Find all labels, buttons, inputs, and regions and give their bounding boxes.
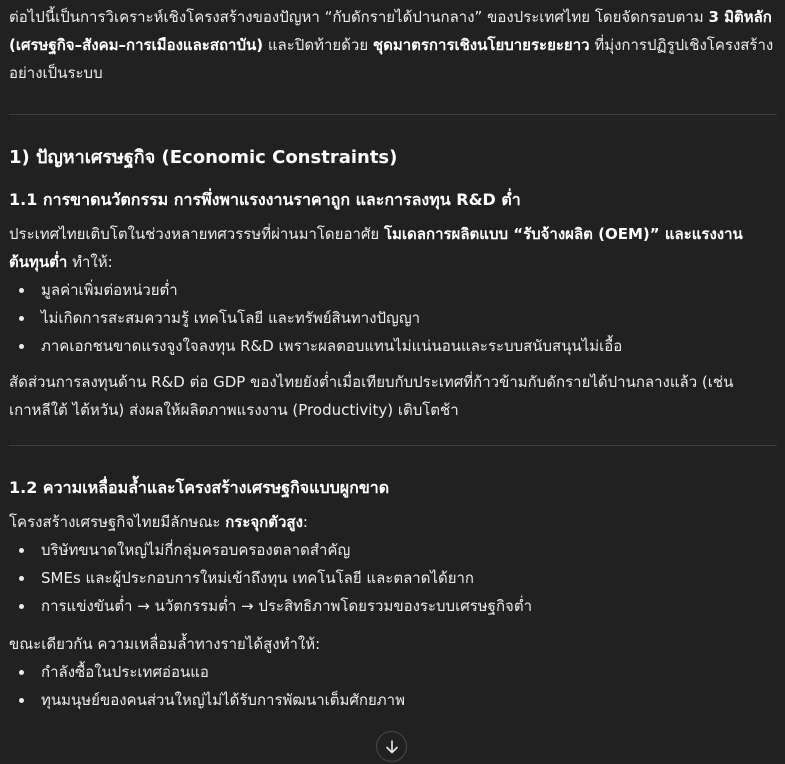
bullet-list-1-1 xyxy=(9,276,777,360)
lead-bold: โมเดลการผลิตแบบ “รับจ้างผลิต (OEM)” และแรงงานต้นทุนต่ำ xyxy=(9,225,743,271)
list-item-text: SMEs และผู้ประกอบการใหม่เข้าถึงทุน เทคโนโลยี และตลาดได้ยาก xyxy=(41,569,475,587)
arrow-down-icon xyxy=(384,739,400,755)
bullet-dot xyxy=(19,288,24,293)
lead-tail: ทำให้: xyxy=(67,253,113,271)
bullet-list-1-2 xyxy=(9,536,777,620)
intro-text-1: ต่อไปนี้เป็นการวิเคราะห์เชิงโครงสร้างของปัญหา “กับดักรายได้ปานกลาง” ของประเทศไทย โดยจัดกรอบตาม xyxy=(9,8,709,26)
list-item-text: กำลังซื้อในประเทศอ่อนแอ xyxy=(41,663,209,681)
subsection-1-1-heading: 1.1 การขาดนวัตกรรม การพึ่งพาแรงงานราคาถูก และการลงทุน R&D ต่ำ xyxy=(9,190,521,209)
lead-tail: : xyxy=(302,513,308,531)
subsection-1-2-heading: 1.2 ความเหลื่อมล้ำและโครงสร้างเศรษฐกิจแบบผูกขาด xyxy=(9,478,390,497)
list-item xyxy=(9,686,777,714)
list-item-text: มูลค่าเพิ่มต่อหน่วยต่ำ xyxy=(41,281,178,299)
divider xyxy=(9,114,777,115)
list-item xyxy=(9,536,777,564)
list-item xyxy=(9,592,777,620)
bullet-list-1-2b xyxy=(9,658,777,714)
subsection-1-1-lead xyxy=(9,220,777,276)
scroll-to-bottom-button[interactable] xyxy=(376,731,407,762)
intro-text-3: ที่มุ่งการปฏิรูปเชิงโครงสร้างอย่างเป็นระบบ xyxy=(9,36,774,82)
subsection-1-2-lead xyxy=(9,508,777,536)
divider xyxy=(9,445,777,446)
message-content xyxy=(9,0,777,714)
intro-paragraph xyxy=(9,3,777,87)
bullet-dot xyxy=(19,604,24,609)
list-item xyxy=(9,658,777,686)
lead-text: โครงสร้างเศรษฐกิจไทยมีลักษณะ xyxy=(9,513,226,531)
list-item-text: ภาคเอกชนขาดแรงจูงใจลงทุน R&D เพราะผลตอบแทนไม่แน่นอนและระบบสนับสนุนไม่เอื้อ xyxy=(41,337,623,355)
list-item xyxy=(9,332,777,360)
list-item xyxy=(9,276,777,304)
intro-bold-1: 3 มิติหลัก xyxy=(708,8,772,26)
bullet-dot xyxy=(19,316,24,321)
list-item-text: การแข่งขันต่ำ → นวัตกรรมต่ำ → ประสิทธิภาพโดยรวมของระบบเศรษฐกิจต่ำ xyxy=(41,597,532,615)
intro-text-2: และปิดท้ายด้วย xyxy=(263,36,373,54)
list-item xyxy=(9,564,777,592)
list-item-text: ไม่เกิดการสะสมความรู้ เทคโนโลยี และทรัพย์สินทางปัญญา xyxy=(41,309,421,327)
intro-bold-2: (เศรษฐกิจ–สังคม–การเมืองและสถาบัน) xyxy=(9,36,264,54)
list-item-text: ทุนมนุษย์ของคนส่วนใหญ่ไม่ได้รับการพัฒนาเต็มศักยภาพ xyxy=(41,691,405,709)
lead-text: ประเทศไทยเติบโตในช่วงหลายทศวรรษที่ผ่านมาโดยอาศัย xyxy=(9,225,384,243)
list-item-text: บริษัทขนาดใหญ่ไม่กี่กลุ่มครอบครองตลาดสำคัญ xyxy=(41,541,351,559)
bullet-dot xyxy=(19,576,24,581)
intro-bold-3: ชุดมาตรการเชิงนโยบายระยะยาว xyxy=(372,36,590,54)
section-1-heading: 1) ปัญหาเศรษฐกิจ (Economic Constraints) xyxy=(9,147,398,168)
bullet-dot xyxy=(19,670,24,675)
list-item xyxy=(9,304,777,332)
subsection-1-2-second-lead: ขณะเดียวกัน ความเหลื่อมล้ำทางรายได้สูงทำให้: xyxy=(9,635,321,653)
bullet-dot xyxy=(19,698,24,703)
subsection-1-1-closing: สัดส่วนการลงทุนด้าน R&D ต่อ GDP ของไทยยังต่ำเมื่อเทียบกับประเทศที่ก้าวข้ามกับดักรายได้ปานกลางแล้ว (เช่น เกาหลีใต้ ไต้หวัน) ส่งผลให้ผลิตภาพแรงงาน (Productivity) เติบโตช้า xyxy=(9,373,734,419)
lead-bold: กระจุกตัวสูง xyxy=(225,513,303,531)
bullet-dot xyxy=(19,548,24,553)
bullet-dot xyxy=(19,344,24,349)
